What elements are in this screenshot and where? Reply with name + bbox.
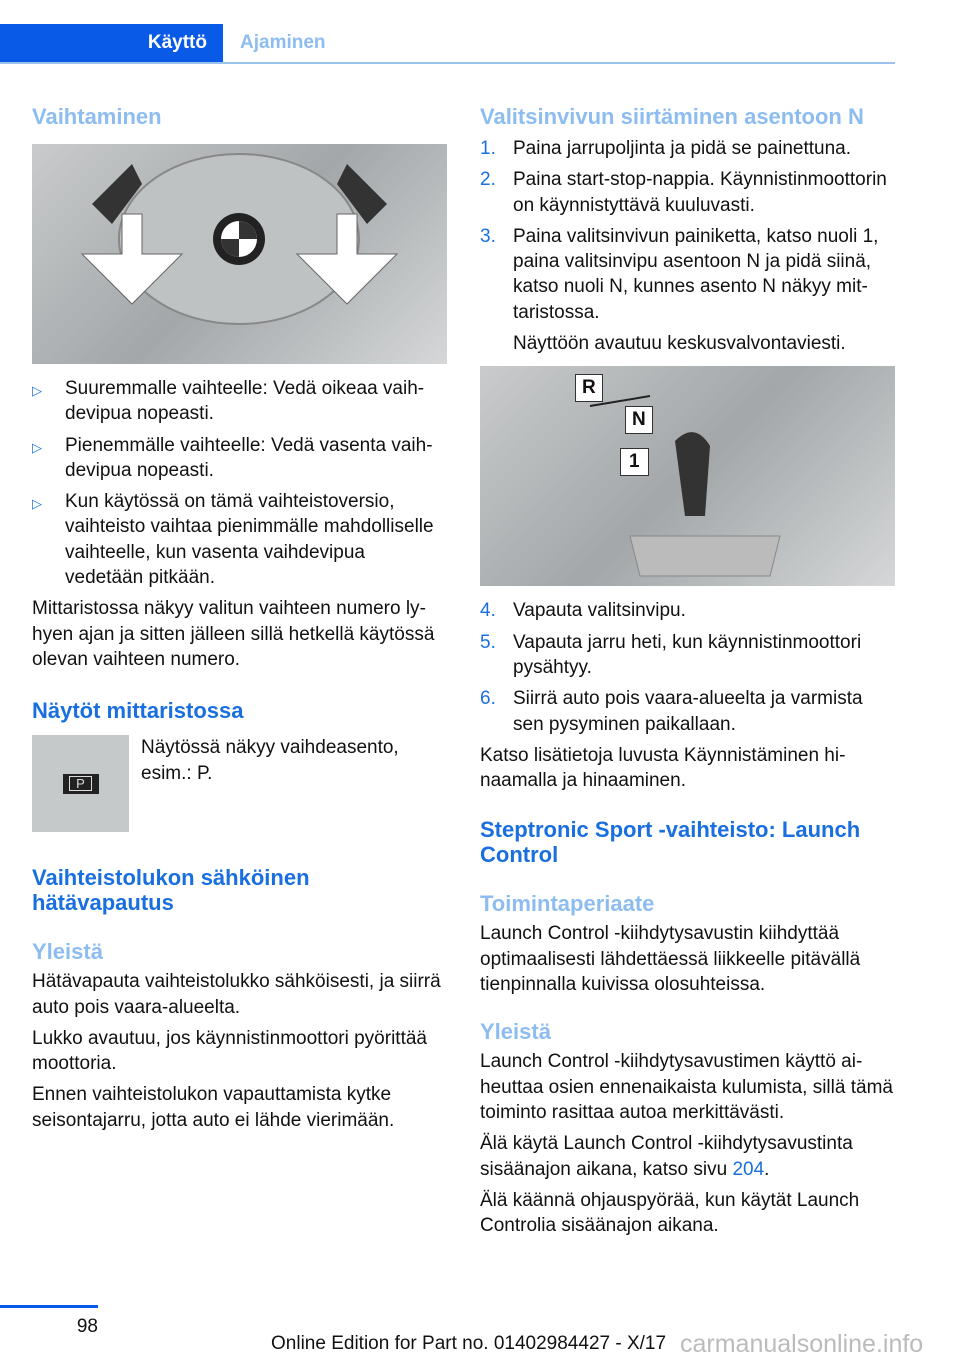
step-text: Paina start-stop-nappia. Käynnistinmoottorin on käynnistyttävä kuuluvasti. [513,169,887,216]
triangle-bullet-icon: ▷ [32,439,42,455]
step-number: 5. [480,631,496,653]
paragraph: Lukko avautuu, jos käynnistinmoottori pyörittää moottoria. [32,1027,427,1075]
chapter-tabs [0,24,895,64]
label-1: 1 [620,448,649,475]
page-link-204[interactable]: 204 [732,1158,765,1180]
steering-wheel-illustration [32,144,447,364]
gear-selector-image [480,366,895,586]
step-number: 3. [480,225,496,247]
paragraph: Hätävapauta vaihteistolukko sähköisesti, ja siirrä auto pois vaara-alueelta. [32,971,441,1018]
section-heading: Steptronic Sport -vaihteisto: Launch Control [480,817,861,868]
bullet-text: Suuremmalle vaihteelle: Vedä oikeaa vaihdevipua nopeasti. [65,378,425,425]
watermark: carmanualsonline.info [680,1330,924,1358]
section-heading: Valitsinvivun siirtäminen asentoon N [480,104,864,129]
triangle-bullet-icon: ▷ [32,496,42,512]
gear-p-symbol: P [69,776,92,791]
subsection-heading: Yleistä [32,939,103,965]
paragraph [480,1131,895,1182]
paragraph: Älä käännä ohjauspyörää, kun käytät Launch Controlia sisäänajon aikana. [480,1189,860,1237]
gear-display-image [32,735,129,832]
step-number: 4. [480,600,496,622]
paragraph: Launch Control -kiihdytysavustin kiihdyttää optimaalisesti lähdettäessä liikkeelle pitävällä tienpinnalla kuivissa olosuhteissa. [480,923,861,996]
subsection-heading: Yleistä [480,1019,551,1045]
bullet-text: Kun käytössä on tämä vaihteistoversio, vaihteisto vaihtaa pienimmälle mahdolliselle vaihteelle, kun vasenta vaihdevipua vedetään pitkään. [65,491,434,589]
display-text: Näytössä näkyy vaihdeasento, esim.: P. [141,737,399,784]
step-text: Vapauta jarru heti, kun käynnistinmoottori pysähtyy. [513,631,862,678]
edition-text: Online Edition for Part no. 01402984427 - X/17 [271,1333,667,1354]
section-heading: Vaihteistolukon sähköinen hätävapautus [32,865,310,916]
label-r: R [575,374,603,401]
bullet-text: Pienemmälle vaihteelle: Vedä vasenta vaihdevipua nopeasti. [65,434,433,481]
right-column [480,104,895,1244]
paragraph: Ennen vaihteistolukon vapauttamista kytke seisontajarru, jotta auto ei lähde vierimään. [32,1084,395,1131]
subsection-heading: Toimintaperiaate [480,891,655,917]
page-number: 98 [76,1316,98,1337]
paragraph: Launch Control -kiihdytysavustimen käyttö aiheuttaa osien ennenaikaista kulumista, sillä tämä toiminto rasittaa autoa merkittävästi. [480,1051,893,1123]
gear-selector-illustration [480,366,895,586]
footer-accent-line [0,1305,98,1308]
section-heading: Näytöt mittaristossa [32,698,244,724]
step-number: 6. [480,688,496,710]
step-note: Näyttöön avautuu keskusvalvontaviesti. [513,333,846,355]
tab-kaytto[interactable]: Käyttö [0,24,223,62]
left-column [32,104,447,1139]
step-text: Siirrä auto pois vaara-alueelta ja varmista sen pysyminen paikallaan. [513,688,863,735]
step-number: 2. [480,169,496,191]
step-text: Vapauta valitsinvipu. [513,600,686,622]
triangle-bullet-icon: ▷ [32,383,42,398]
step-number: 1. [480,138,496,159]
step-text: Paina valitsinvivun painiketta, katso nuoli 1, paina valitsinvipu asentoon N ja pidä siinä, katso nuoli N, kunnes asento N näkyy mittaristossa. [513,225,879,323]
tab-ajaminen[interactable]: Ajaminen [240,32,326,53]
label-n: N [625,406,653,433]
steering-wheel-image [32,144,447,364]
section-heading: Vaihtaminen [32,104,162,129]
step-text: Paina jarrupoljinta ja pidä se painettuna. [513,138,852,159]
paragraph-text: . [764,1158,770,1180]
paragraph-text: Älä käytä Launch Control -kiihdytysavustinta sisäänajon aikana, katso sivu [480,1133,853,1180]
paragraph: Katso lisätietoja luvusta Käynnistäminen hinaamalla ja hinaaminen. [480,744,846,792]
paragraph: Mittaristossa näkyy valitun vaihteen numero lyhyen ajan ja sitten jälleen sillä hetkellä käytössä olevan vaihteen numero. [32,598,435,670]
